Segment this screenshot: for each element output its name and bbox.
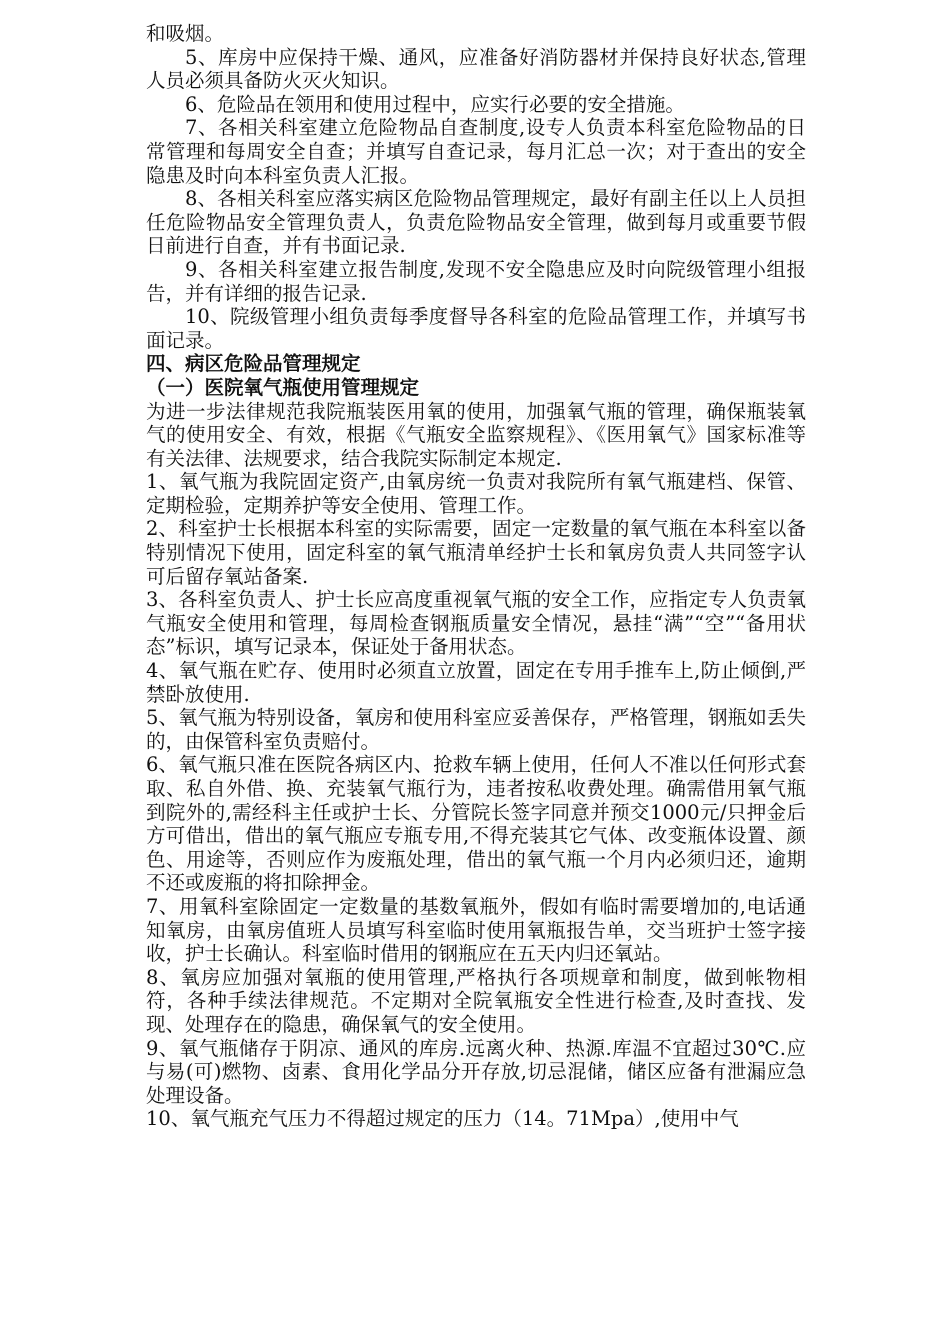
section-heading-4: 四、病区危险品管理规定 [146,352,361,376]
paragraph-oxygen-rule-2: 2、科室护士长根据本科室的实际需要，固定一定数量的氧气瓶在本科室以备特别情况下使用，固定科室的氧气瓶清单经护士长和氧房负责人共同签字认可后留存氧站备案. [146,517,806,588]
document-body [146,22,806,1131]
paragraph-oxygen-rule-6: 6、氧气瓶只准在医院各病区内、抢救车辆上使用，任何人不准以任何形式套取、私自外借、换、充装氧气瓶行为，违者按私收费处理。确需借用氧气瓶到院外的,需经科主任或护士长、分管院长签字同意并预交1000元/只押金后方可借出，借出的氧气瓶应专瓶专用,不得充装其它气体、改变瓶体设置、颜色、用途等，否则应作为废瓶处理，借出的氧气瓶一个月内必须归还，逾期不还或废瓶的将扣除押金。 [146,753,806,895]
paragraph-oxygen-rule-8: 8、氧房应加强对氧瓶的使用管理,严格执行各项规章和制度，做到帐物相符，各种手续法律规范。不定期对全院氧瓶安全性进行检查,及时查找、发现、处理存在的隐患，确保氧气的安全使用。 [146,965,806,1036]
paragraph-oxygen-rule-4: 4、氧气瓶在贮存、使用时必须直立放置，固定在专用手推车上,防止倾倒,严禁卧放使用. [146,659,806,706]
subsection-heading-oxygen: （一）医院氧气瓶使用管理规定 [146,375,420,399]
paragraph-oxygen-rule-5: 5、氧气瓶为特别设备，氧房和使用科室应妥善保存，严格管理，钢瓶如丢失的，由保管科室负责赔付。 [146,706,806,753]
paragraph-item-8-ward-rules: 8、各相关科室应落实病区危险物品管理规定，最好有副主任以上人员担任危险物品安全管理负责人，负责危险物品安全管理，做到每月或重要节假日前进行自查，并有书面记录. [146,187,806,258]
paragraph-oxygen-rule-7: 7、用氧科室除固定一定数量的基数氧瓶外，假如有临时需要增加的,电话通知氧房，由氧房值班人员填写科室临时使用氧瓶报告单，交当班护士签字接收，护士长确认。科室临时借用的钢瓶应在五天内归还氧站。 [146,894,806,966]
paragraph-oxygen-intro: 为进一步法律规范我院瓶装医用氧的使用，加强氧气瓶的管理，确保瓶装氧气的使用安全、有效，根据《气瓶安全监察规程》、《医用氧气》国家标准等有关法律、法规要求，结合我院实际制定本规定. [146,399,806,470]
paragraph-smoking-end: 和吸烟。 [146,22,225,45]
paragraph-oxygen-rule-10: 10、氧气瓶充气压力不得超过规定的压力（14。71Mpa）,使用中气 [146,1107,739,1131]
paragraph-oxygen-rule-9: 9、氧气瓶储存于阴凉、通风的库房.远离火种、热源.库温不宜超过30℃.应与易(可)燃物、卤素、食用化学品分开存放,切忌混储，储区应备有泄漏应急处理设备。 [146,1036,806,1107]
paragraph-oxygen-rule-1: 1、氧气瓶为我院固定资产,由氧房统一负责对我院所有氧气瓶建档、保管、定期检验，定期养护等安全使用、管理工作。 [146,470,806,517]
paragraph-item-10-quarterly: 10、院级管理小组负责每季度督导各科室的危险品管理工作，并填写书面记录。 [146,305,806,352]
paragraph-item-7-self-inspection: 7、各相关科室建立危险物品自查制度,设专人负责本科室危险物品的日常管理和每周安全自查；并填写自查记录，每月汇总一次；对于查出的安全隐患及时向本科室负责人汇报。 [146,116,806,187]
paragraph-item-5-storage: 5、库房中应保持干燥、通风，应准备好消防器材并保持良好状态,管理人员必须具备防火灭火知识。 [146,45,806,93]
paragraph-item-9-reporting: 9、各相关科室建立报告制度,发现不安全隐患应及时向院级管理小组报告，并有详细的报告记录. [146,257,806,305]
paragraph-oxygen-rule-3: 3、各科室负责人、护士长应高度重视氧气瓶的安全工作，应指定专人负责氧气瓶安全使用和管理，每周检查钢瓶质量安全情况，悬挂“满”“空”“备用状态”标识，填写记录本，保证处于备用状态。 [146,588,806,659]
paragraph-item-6-safety-measures: 6、危险品在领用和使用过程中，应实行必要的安全措施。 [185,92,685,116]
